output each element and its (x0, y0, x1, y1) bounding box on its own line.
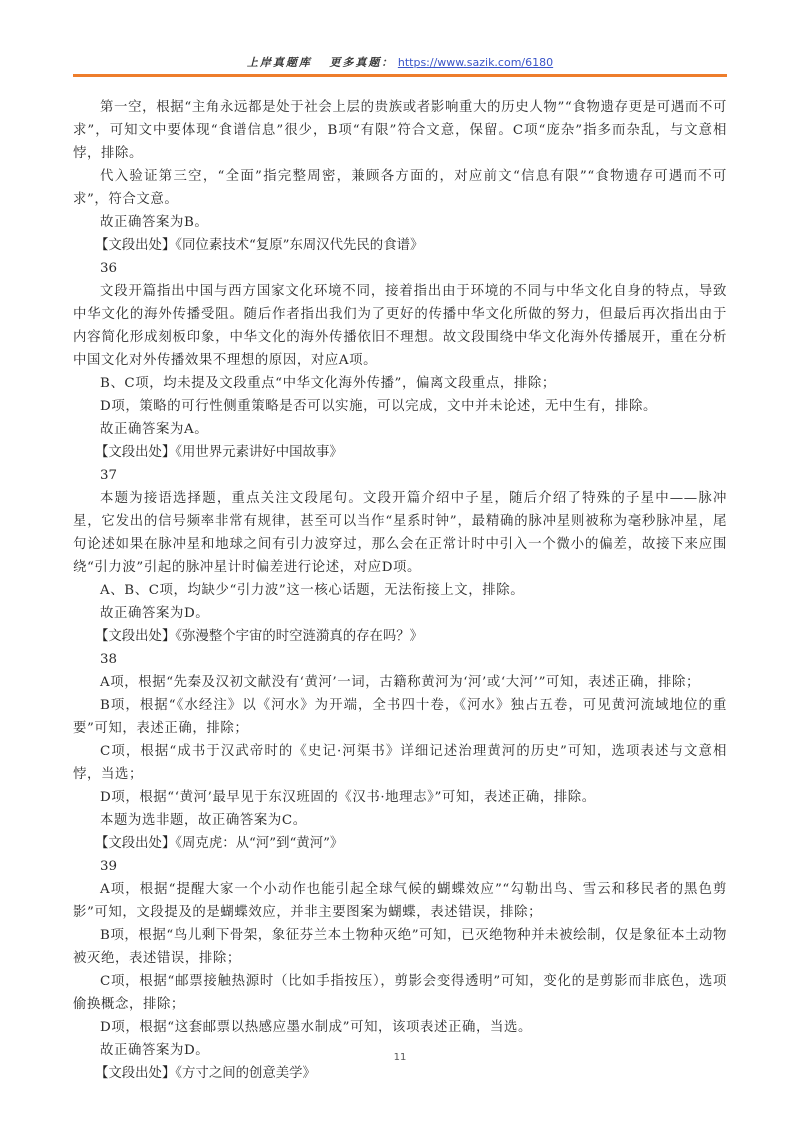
paragraph: A项，根据“提醒大家一个小动作也能引起全球气候的蝴蝶效应”“勾勒出鸟、雪云和移民者的黑色剪影”可知，文段提及的是蝴蝶效应，并非主要图案为蝴蝶，表述错误，排除； (73, 882, 727, 920)
source-label: 【文段出处】 (95, 445, 176, 460)
paragraph: C项，根据“成书于汉武帝时的《史记·河渠书》详细记述治理黄河的历史”可知，选项表述与文意相悖，当选； (73, 744, 727, 782)
answer-line: 本题为选非题，故正确答案为C。 (100, 813, 307, 828)
paragraph: 本题为接语选择题，重点关注文段尾句。文段开篇介绍中子星，随后介绍了特殊的子星中——脉冲星，它发出的信号频率非常有规律，甚至可以当作“星系时钟”，最精确的脉冲星则被称为毫秒脉冲星，尾句论述如果在脉冲星和地球之间有引力波穿过，那么会在正常计时中引入一个微小的偏差，故接下来应围绕“引力波”引起的脉冲星计时偏差进行论述，对应D项。 (73, 491, 727, 575)
answer-line: 故正确答案为A。 (100, 422, 209, 437)
source-label: 【文段出处】 (95, 238, 176, 253)
document-body (73, 96, 727, 1085)
answer-line: 故正确答案为B。 (100, 215, 209, 230)
question-number: 39 (100, 859, 118, 874)
answer-line: 故正确答案为D。 (100, 1043, 210, 1058)
paragraph: D项，根据“‘黄河’最早见于东汉班固的《汉书·地理志》”可知，表述正确，排除。 (100, 790, 596, 805)
header-link[interactable]: https://www.sazik.com/6180 (397, 56, 554, 69)
paragraph: 第一空，根据“主角永远都是处于社会上层的贵族或者影响重大的历史人物”“食物遗存更是可遇而不可求”，可知文中要体现“食谱信息”很少，B项“有限”符合文意，保留。C项“庞杂”指多而杂乱，与文意相悖，排除。 (73, 100, 727, 161)
source-label: 【文段出处】 (95, 1066, 176, 1081)
source-title: 《周克虎：从“河”到“黄河”》 (175, 836, 344, 851)
answer-line: 故正确答案为D。 (100, 606, 210, 621)
paragraph: B项，根据“《水经注》以《河水》为开端，全书四十卷，《河水》独占五卷，可见黄河流域地位的重要”可知，表述正确，排除； (73, 698, 727, 736)
header-label: 更多真题： (329, 56, 395, 69)
source-citation (73, 625, 727, 648)
paragraph: A、B、C项，均缺少“引力波”这一核心话题，无法衔接上文，排除。 (100, 583, 525, 598)
source-citation (73, 234, 727, 257)
page-number: 11 (393, 1052, 407, 1063)
paragraph: B、C项，均未提及文段重点“中华文化海外传播”，偏离文段重点，排除； (100, 376, 556, 391)
question-number: 36 (100, 261, 118, 276)
paragraph: 文段开篇指出中国与西方国家文化环境不同，接着指出由于环境的不同与中华文化自身的特点，导致中华文化的海外传播受阻。随后作者指出我们为了更好的传播中华文化所做的努力，但最后再次指出由于内容简化形成刻板印象，中华文化的海外传播依旧不理想。故文段围绕中华文化海外传播展开，重在分析中国文化对外传播效果不理想的原因，对应A项。 (73, 284, 727, 368)
paragraph: D项，策略的可行性侧重策略是否可以实施，可以完成，文中并未论述，无中生有，排除。 (100, 399, 657, 414)
paragraph: A项，根据“先秦及汉初文献没有‘黄河’一词，古籍称黄河为‘河’或‘大河’”可知，表述正确，排除； (100, 675, 700, 690)
paragraph: D项，根据“这套邮票以热感应墨水制成”可知，该项表述正确，当选。 (100, 1020, 532, 1035)
source-label: 【文段出处】 (95, 629, 176, 644)
paragraph: C项，根据“邮票接触热源时（比如手指按压），剪影会变得透明”可知，变化的是剪影而非底色，选项偷换概念，排除； (73, 974, 727, 1012)
question-number: 38 (100, 652, 118, 667)
source-citation (73, 1062, 727, 1085)
paragraph: B项，根据“鸟儿剩下骨架，象征芬兰本土物种灭绝”可知，已灭绝物种并未被绘制，仅是象征本土动物被灭绝，表述错误，排除； (73, 928, 727, 966)
paragraph: 代入验证第三空，“全面”指完整周密，兼顾各方面的，对应前文“信息有限”“食物遗存可遇而不可求”，符合文意。 (73, 169, 727, 207)
question-number: 37 (100, 468, 118, 483)
source-citation (73, 441, 727, 464)
header-divider (73, 74, 727, 77)
source-title: 《同位素技术“复原”东周汉代先民的食谱》 (175, 238, 424, 253)
source-label: 【文段出处】 (95, 836, 176, 851)
source-title: 《弥漫整个宇宙的时空涟漪真的存在吗？》 (175, 629, 424, 644)
header-brand: 上岸真题库 (246, 56, 312, 69)
source-citation (73, 832, 727, 855)
page-header (73, 56, 727, 74)
source-title: 《方寸之间的创意美学》 (175, 1066, 316, 1081)
source-title: 《用世界元素讲好中国故事》 (175, 445, 343, 460)
